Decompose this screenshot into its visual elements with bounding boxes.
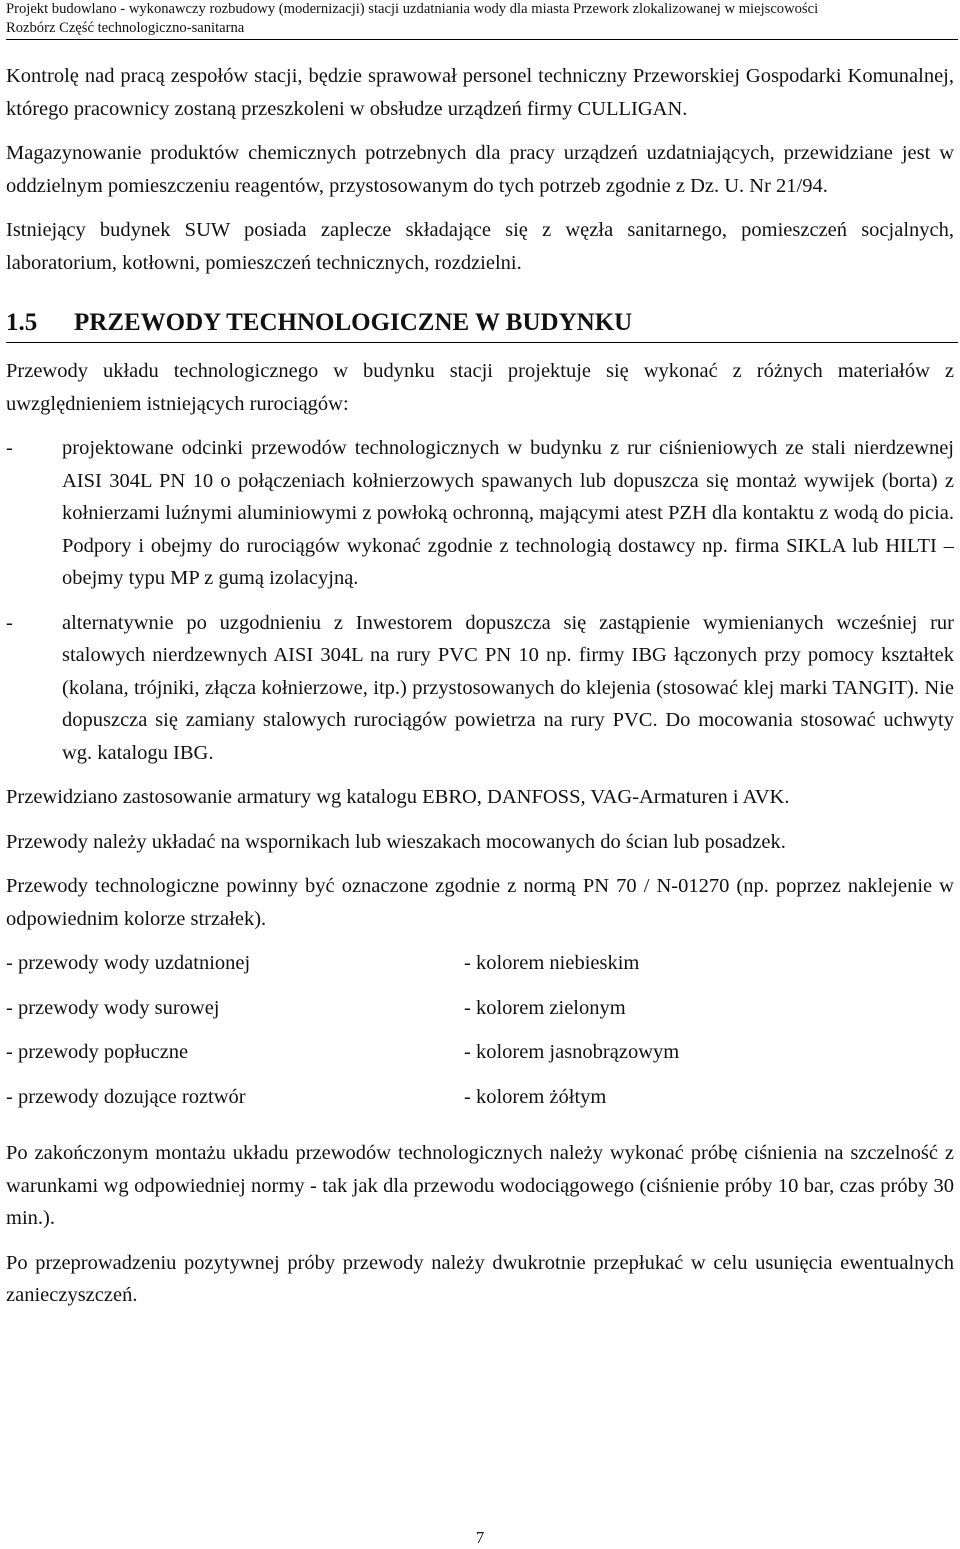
pipe-color-row (6, 947, 954, 992)
pipe-color: - kolorem niebieskim (464, 952, 640, 974)
section-heading (6, 305, 954, 343)
pipe-color-row (6, 992, 954, 1037)
page-header (6, 0, 956, 40)
paragraph-marking: Przewody technologiczne powinny być oznaczone zgodnie z normą PN 70 / N-01270 (np. poprzez naklejenie w odpowiednim kolorze strzałek). (6, 875, 954, 930)
header-subtitle: Rozbórz Część technologiczno-sanitarna (6, 20, 245, 36)
header-divider (6, 39, 958, 40)
header-project-title: Projekt budowlano - wykonawczy rozbudowy (modernizacji) stacji uzdatniania wody dla miasta Przework zlokalizowanej w miejscowości (6, 1, 819, 17)
page-number: 7 (475, 1528, 485, 1547)
pipe-color-row (6, 1081, 954, 1126)
paragraph-existing-building: Istniejący budynek SUW posiada zaplecze składające się z węzła sanitarnego, pomieszczeń socjalnych, laboratorium, kotłowni, pomieszczeń technicznych, rozdzielni. (6, 219, 954, 274)
list-item (6, 432, 954, 595)
paragraph-armatura: Przewidziano zastosowanie armatury wg katalogu EBRO, DANFOSS, VAG-Armaturen i AVK. (6, 786, 790, 808)
paragraph-pressure-test: Po zakończonym montażu układu przewodów technologicznych należy wykonać próbę ciśnienia na szczelność z warunkami wg odpowiedniej normy - tak jak dla przewodu wodociągowego (ciśnienie próby 10 bar, czas próby 30 min.). (6, 1142, 954, 1229)
pipe-color: - kolorem jasnobrązowym (464, 1041, 680, 1063)
paragraph-flushing: Po przeprowadzeniu pozytywnej próby przewody należy dwukrotnie przepłukać w celu usunięcia ewentualnych zanieczyszczeń. (6, 1251, 954, 1306)
pipe-color: - kolorem zielonym (464, 996, 626, 1019)
pipe-type: - przewody popłuczne (6, 1041, 189, 1063)
document-body (6, 60, 954, 1312)
pipe-type: - przewody wody uzdatnionej (6, 952, 251, 974)
section-title: PRZEWODY TECHNOLOGICZNE W BUDYNKU (74, 309, 633, 336)
list-dash: - (6, 437, 13, 459)
list-item (6, 607, 954, 770)
section-divider (6, 342, 958, 343)
paragraph-storage: Magazynowanie produktów chemicznych potrzebnych dla pracy urządzeń uzdatniających, przewidziane jest w oddzielnym pomieszczeniu reagentów, przystosowanym do tych potrzeb zgodnie z Dz. U. Nr 21/94. (6, 142, 954, 197)
pipe-type: - przewody wody surowej (6, 996, 220, 1019)
section-intro: Przewody układu technologicznego w budynku stacji projektuje się wykonać z różnych materiałów z uwzględnieniem istniejących rurociągów: (6, 360, 954, 415)
pipe-color: - kolorem żółtym (464, 1085, 607, 1108)
pipe-color-list (6, 947, 954, 1125)
list-dash: - (6, 611, 13, 634)
paragraph-control: Kontrolę nad pracą zespołów stacji, będzie sprawował personel techniczny Przeworskiej Gospodarki Komunalnej, którego pracownicy zostaną przeszkoleni w obsłudze urządzeń firmy CULLIGAN. (6, 65, 954, 120)
list-item-text: alternatywnie po uzgodnieniu z Inwestorem dopuszcza się zastąpienie wymienianych wcześniej rur stalowych nierdzewnych AISI 304L na rury PVC PN 10 np. firmy IBG łączonych przy pomocy kształtek (kolana, trójniki, złącza kołnierzowe, itp.) przystosowanych do klejenia (stosować klej marki TANGIT). Nie dopuszcza się zamiany stalowych rurociągów powietrza na rury PVC. Do mocowania stosować uchwyty wg. katalogu IBG. (62, 611, 954, 764)
section-number: 1.5 (6, 309, 38, 336)
pipe-color-row (6, 1036, 954, 1081)
paragraph-supports: Przewody należy układać na wspornikach lub wieszakach mocowanych do ścian lub posadzek. (6, 830, 786, 853)
pipe-type: - przewody dozujące roztwór (6, 1085, 246, 1108)
list-item-text: projektowane odcinki przewodów technologicznych w budynku z rur ciśnieniowych ze stali nierdzewnej AISI 304L PN 10 o połączeniach kołnierzowych spawanych lub dopuszcza się montaż wywijek (borta) z kołnierzami luźnymi aluminiowymi z powłoką ochronną, mającymi atest PZH dla kontaktu z wodą do picia. Podpory i obejmy do rurociągów wykonać zgodnie z technologią dostawcy np. firma SIKLA lub HILTI – obejmy typu MP z gumą izolacyjną. (62, 437, 954, 589)
